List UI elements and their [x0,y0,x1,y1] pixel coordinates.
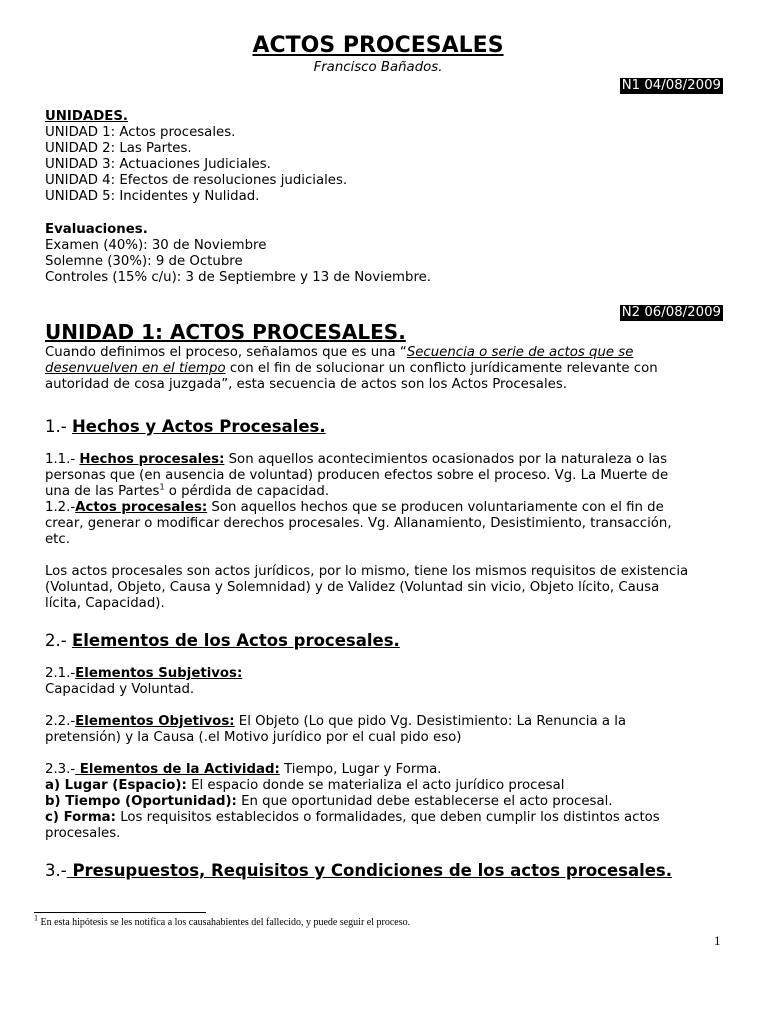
item-number: 2.3.- [45,762,76,777]
section-3-heading [45,861,672,880]
paragraph-text: Tiempo, Lugar y Forma. [279,762,442,777]
tiempo-label: b) Tiempo (Oportunidad): [45,794,237,809]
paragraph-text: El espacio donde se materializa el acto jurídico procesal [186,778,565,793]
evaluaciones-block [45,222,431,286]
unidad-item: UNIDAD 1: Actos procesales. [45,125,236,140]
paragraph-text: Capacidad y Voluntad. [45,682,195,697]
paragraph-text: Son aquellos acontecimientos ocasionados por la naturaleza o las [224,452,668,467]
paragraph-text: Son aquellos hechos que se producen voluntariamente con el fin de [207,500,664,515]
paragraph-text: una de las Partes [45,484,160,499]
forma-label: c) Forma: [45,810,116,825]
unit-1-heading: UNIDAD 1: ACTOS PROCESALES. [45,320,406,344]
evaluacion-item: Examen (40%): 30 de Noviembre [45,238,267,253]
footnote-text: En esta hipótesis se les notifica a los causahabientes del fallecido, y puede seguir el proceso. [38,917,411,928]
section-number: 3.- [45,861,67,880]
evaluaciones-heading: Evaluaciones. [45,222,148,237]
section-1-body [45,452,688,612]
author-name: Francisco Bañados. [313,60,443,75]
section-2-body [45,666,660,842]
session-tag-n2: N2 06/08/2009 [621,305,721,320]
elementos-objetivos-label: Elementos Objetivos: [75,714,235,729]
footnote-separator [34,912,206,913]
footnote-mark: 1 [34,913,38,923]
elementos-subjetivos-label: Elementos Subjetivos: [75,666,243,681]
paragraph-text: lícita, Capacidad). [45,596,165,611]
paragraph-text: (Voluntad, Objeto, Causa y Solemnidad) y de Validez (Voluntad sin vicio, Objeto lícito, Causa [45,580,660,595]
document-title: ACTOS PROCESALES [252,33,504,58]
page-number: 1 [714,933,721,948]
session-tag-n1: N1 04/08/2009 [621,78,721,93]
intro-quote: Secuencia o serie de actos que se [406,345,634,360]
item-number: 1.1.- [45,452,80,467]
lugar-label: a) Lugar (Espacio): [45,778,187,793]
actos-procesales-label: Actos procesales: [75,500,208,515]
item-number: 2.1.- [45,666,76,681]
section-title: Elementos de los Actos procesales. [71,631,400,650]
paragraph-text: procesales. [45,826,121,841]
section-title: Presupuestos, Requisitos y Condiciones de los actos procesales. [66,861,673,880]
footnote-ref: 1 [159,482,165,492]
hechos-procesales-label: Hechos procesales: [79,452,225,467]
intro-text: autoridad de cosa juzgada”, esta secuencia de actos son los Actos Procesales. [45,377,567,392]
paragraph-text: El Objeto (Lo que pido Vg. Desistimiento: La Renuncia a la [234,714,627,729]
section-2-heading [45,631,400,650]
evaluacion-item: Controles (15% c/u): 3 de Septiembre y 13 de Noviembre. [45,270,432,285]
unidad-item: UNIDAD 2: Las Partes. [45,141,192,156]
paragraph-text: personas que (en ausencia de voluntad) producen efectos sobre el proceso. Vg. La Muerte de [45,468,669,483]
footnote [34,913,411,928]
unidad-item: UNIDAD 5: Incidentes y Nulidad. [45,189,260,204]
paragraph-text: etc. [45,532,70,547]
unidad-item: UNIDAD 3: Actuaciones Judiciales. [45,157,271,172]
elementos-actividad-label: Elementos de la Actividad: [75,762,280,777]
section-1-heading [45,417,326,436]
unidades-block [45,109,347,205]
unit-1-intro [45,345,658,393]
intro-text: Cuando definimos el proceso, señalamos que es una “ [45,345,407,360]
paragraph-text: crear, generar o modificar derechos procesales. Vg. Allanamiento, Desistimiento, transacción, [45,516,672,531]
unidades-heading: UNIDADES. [45,109,128,124]
paragraph-text: o pérdida de capacidad. [164,484,330,499]
intro-text: con el fin de solucionar un conflicto jurídicamente relevante con [225,361,658,376]
section-number: 2.- [45,631,67,650]
intro-quote: desenvuelven en el tiempo [45,361,226,376]
item-number: 1.2.- [45,500,76,515]
section-number: 1.- [45,417,67,436]
unidad-item: UNIDAD 4: Efectos de resoluciones judiciales. [45,173,348,188]
paragraph-text: Los actos procesales son actos jurídicos, por lo mismo, tiene los mismos requisitos de existencia [45,564,689,579]
evaluacion-item: Solemne (30%): 9 de Octubre [45,254,243,269]
paragraph-text: pretensión) y la Causa (.el Motivo jurídico por el cual pido eso) [45,730,462,745]
section-title: Hechos y Actos Procesales. [71,417,326,436]
paragraph-text: En que oportunidad debe establecerse el acto procesal. [236,794,613,809]
item-number: 2.2.- [45,714,76,729]
paragraph-text: Los requisitos establecidos o formalidades, que deben cumplir los distintos actos [115,810,660,825]
